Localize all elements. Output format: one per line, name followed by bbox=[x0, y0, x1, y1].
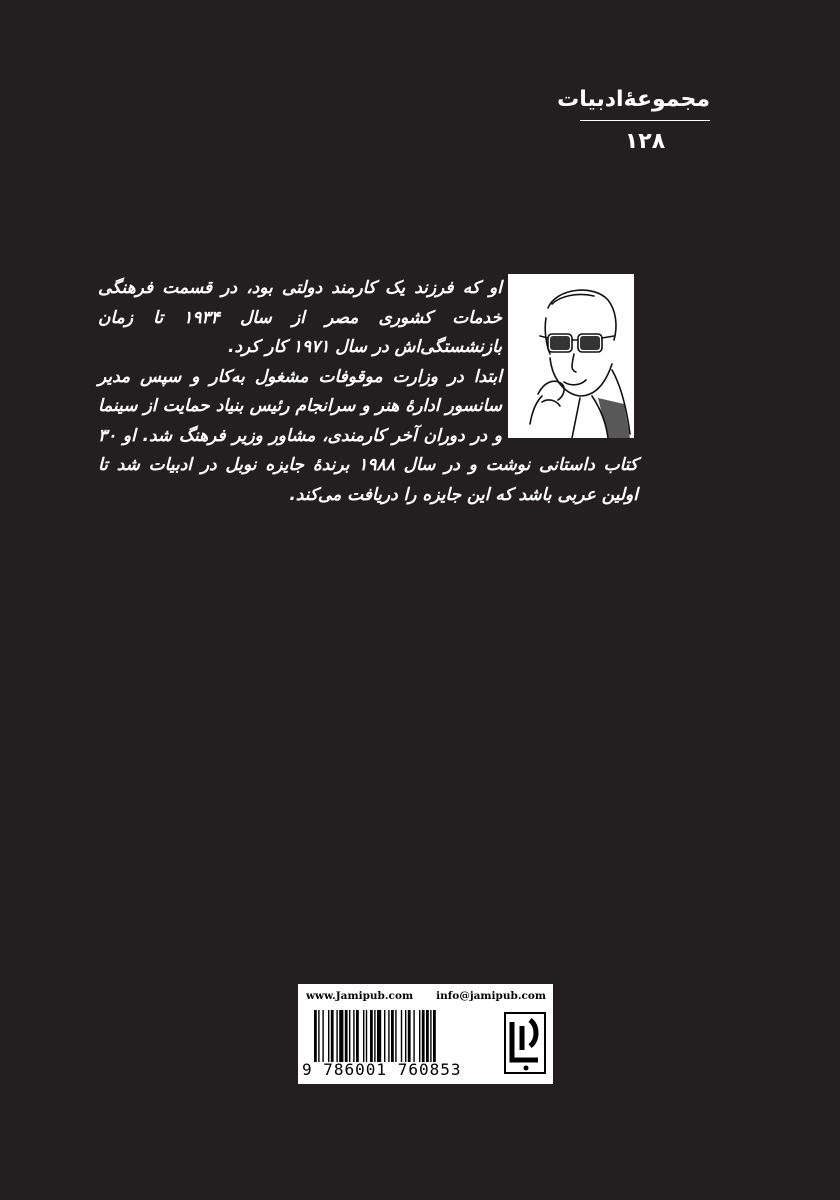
barcode-bar bbox=[413, 1010, 414, 1062]
barcode-bar bbox=[328, 1010, 329, 1062]
barcode-bar bbox=[422, 1010, 425, 1062]
barcode-bar bbox=[377, 1010, 381, 1062]
barcode-bar bbox=[349, 1010, 350, 1062]
barcode-bar bbox=[366, 1010, 367, 1062]
barcode-bar bbox=[388, 1010, 389, 1062]
publisher-email[interactable]: info@jamipub.com bbox=[436, 990, 546, 1002]
barcode-bar bbox=[401, 1010, 402, 1062]
barcode-bar bbox=[384, 1010, 385, 1062]
publisher-logo-icon bbox=[504, 1012, 546, 1074]
series-label bbox=[557, 84, 710, 157]
publisher-contacts bbox=[306, 990, 546, 1002]
barcode-bar bbox=[356, 1010, 359, 1062]
author-biography bbox=[98, 274, 638, 510]
barcode-bar bbox=[395, 1010, 396, 1062]
barcode-bar bbox=[374, 1010, 375, 1062]
barcode-bar bbox=[314, 1010, 317, 1062]
barcode-bar bbox=[353, 1010, 354, 1062]
series-number: ۱۲۸ bbox=[624, 129, 666, 154]
barcode-bar bbox=[430, 1010, 431, 1062]
barcode-bar bbox=[336, 1010, 337, 1062]
series-name: مجموعۀادبیات bbox=[557, 87, 710, 112]
barcode-bars bbox=[312, 1010, 498, 1062]
portrait-spacer bbox=[502, 274, 638, 442]
barcode-bar bbox=[331, 1010, 334, 1062]
publisher-logo bbox=[504, 1012, 546, 1074]
barcode-bar bbox=[339, 1010, 343, 1062]
barcode-bar bbox=[322, 1010, 323, 1062]
bio-paragraph-1: او که فرزند یک کارمند دولتی بود، در قسمت فرهنگی خدمات کشوری مصر از سال ۱۹۳۴ تا زمان بازنشستگی‌اش در سال ۱۹۷۱ کار کرد. bbox=[98, 278, 502, 357]
barcode-bar bbox=[419, 1010, 420, 1062]
barcode-bar bbox=[391, 1010, 394, 1062]
isbn-barcode bbox=[312, 1010, 498, 1062]
publisher-website[interactable]: www.Jamipub.com bbox=[306, 990, 414, 1002]
barcode-bar bbox=[405, 1010, 406, 1062]
barcode-bar bbox=[345, 1010, 348, 1062]
isbn-number: 9 786001 760853 bbox=[302, 1060, 462, 1079]
barcode-bar bbox=[433, 1010, 436, 1062]
barcode-panel bbox=[298, 984, 553, 1084]
bio-paragraph-2: ابتدا در وزارت موقوفات مشغول به‌کار و سپس مدیر سانسور ادارۀ هنر و سرانجام رئیس بنیاد حمایت از سینما و در دوران آخر کارمندی، مشاور وزیر فرهنگ شد. او ۳۰ کتاب داستانی نوشت و در سال ۱۹۸۸ برندۀ جایزه نوبل در ادبیات شد تا اولین عربی باشد که این جایزه را دریافت می‌کند. bbox=[98, 366, 638, 505]
barcode-bar bbox=[408, 1010, 411, 1062]
barcode-bar bbox=[370, 1010, 373, 1062]
barcode-bar bbox=[363, 1010, 364, 1062]
barcode-bar bbox=[426, 1010, 429, 1062]
barcode-bar bbox=[318, 1010, 319, 1062]
series-divider bbox=[580, 120, 710, 121]
